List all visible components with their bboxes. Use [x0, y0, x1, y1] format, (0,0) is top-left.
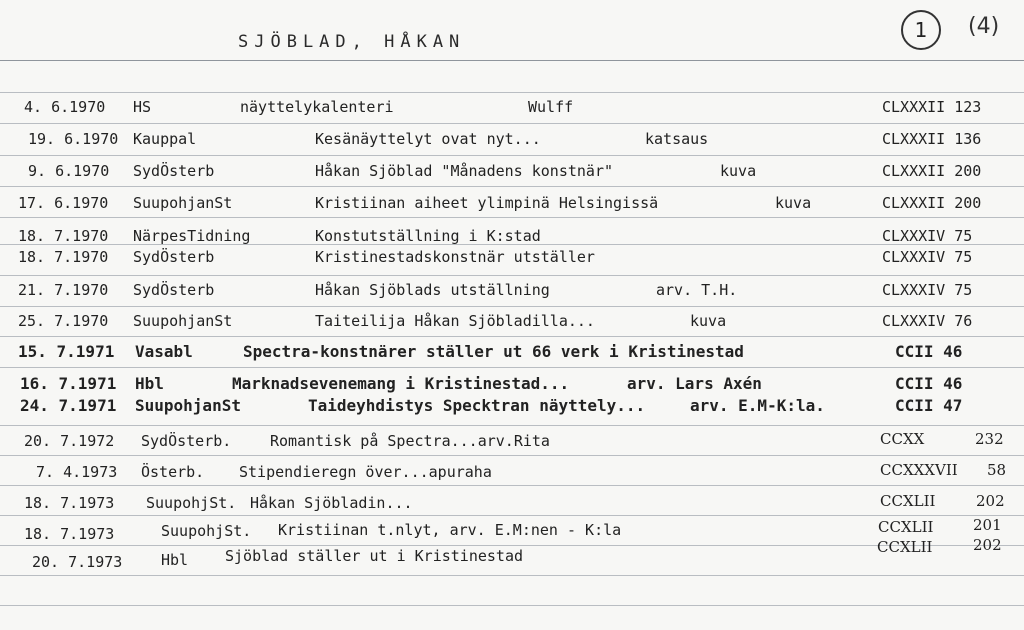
entry-ref: CLXXXIV 75	[882, 281, 973, 299]
entry-ref: CCII 46	[895, 342, 963, 361]
entry-ref: CCII 46	[895, 374, 963, 393]
entry-title: Taiteilija Håkan Sjöbladilla...	[315, 312, 595, 330]
entry-ref: CLXXXIV 75	[882, 227, 973, 245]
entry-ref: CCXX	[880, 430, 925, 448]
rule-line	[0, 425, 1024, 426]
entry-page: 232	[975, 430, 1004, 448]
entry-source: Kauppal	[133, 130, 197, 148]
entry-source: Österb.	[141, 463, 205, 481]
entry-date: 20. 7.1973	[32, 553, 123, 571]
entry-title: Håkan Sjöblad "Månadens konstnär"	[315, 162, 614, 180]
entry-date: 20. 7.1972	[24, 432, 115, 450]
entry-note: Wulff	[528, 98, 574, 116]
card-total: (4)	[968, 14, 1000, 39]
rule-line	[0, 545, 1024, 546]
rule-line	[0, 186, 1024, 187]
entry-source: SydÖsterb	[133, 248, 215, 266]
entry-page: 201	[973, 516, 1002, 534]
rule-line	[0, 336, 1024, 337]
entry-title: Spectra-konstnärer ställer ut 66 verk i Kristinestad	[243, 342, 744, 361]
entry-title: Håkan Sjöbladin...	[250, 494, 413, 512]
entry-note: arv. T.H.	[656, 281, 738, 299]
entry-title: Taideyhdistys Specktran näyttely...	[308, 396, 646, 415]
rule-line	[0, 155, 1024, 156]
entry-date: 24. 7.1971	[20, 396, 117, 415]
entry-source: SuupohjanSt	[135, 396, 241, 415]
card-number-circled: 1	[901, 10, 941, 50]
entry-note: arv. Lars Axén	[627, 374, 762, 393]
entry-ref: CLXXXII 123	[882, 98, 982, 116]
entry-title: Kesänäyttelyt ovat nyt...	[315, 130, 541, 148]
entry-date: 7. 4.1973	[36, 463, 118, 481]
entry-note: kuva	[690, 312, 727, 330]
entry-note: kuva	[775, 194, 812, 212]
entry-source: Hbl	[135, 374, 164, 393]
rule-line	[0, 575, 1024, 576]
rule-line	[0, 123, 1024, 124]
entry-ref: CCXLII	[878, 518, 934, 536]
entry-source: Vasabl	[135, 342, 193, 361]
entry-ref: CLXXXII 136	[882, 130, 982, 148]
entry-date: 25. 7.1970	[18, 312, 109, 330]
entry-title: Håkan Sjöblads utställning	[315, 281, 550, 299]
entry-title: Kristiinan aiheet ylimpinä Helsingissä	[315, 194, 659, 212]
rule-line	[0, 306, 1024, 307]
rule-line	[0, 515, 1024, 516]
entry-date: 16. 7.1971	[20, 374, 117, 393]
entry-ref: CCXLII	[877, 538, 933, 556]
entry-source: SuupohjSt.	[161, 522, 252, 540]
entry-date: 19. 6.1970	[28, 130, 119, 148]
entry-title: Sjöblad ställer ut i Kristinestad	[225, 547, 524, 565]
entry-ref: CLXXXIV 76	[882, 312, 973, 330]
entry-page: 202	[976, 492, 1005, 510]
rule-line	[0, 92, 1024, 93]
rule-line	[0, 455, 1024, 456]
entry-source: SydÖsterb	[133, 162, 215, 180]
entry-date: 18. 7.1973	[24, 494, 115, 512]
entry-title: Konstutställning i K:stad	[315, 227, 541, 245]
entry-source: HS	[133, 98, 152, 116]
entry-note: katsaus	[645, 130, 709, 148]
entry-ref: CLXXXII 200	[882, 162, 982, 180]
entry-source: SuupohjanSt	[133, 194, 233, 212]
entry-ref: CCXLII	[880, 492, 936, 510]
entry-date: 15. 7.1971	[18, 342, 115, 361]
entry-source: SuupohjanSt	[133, 312, 233, 330]
entry-note: arv. E.M-K:la.	[690, 396, 825, 415]
entry-date: 17. 6.1970	[18, 194, 109, 212]
entry-date: 18. 7.1970	[18, 227, 109, 245]
entry-ref: CCXXXVII	[880, 461, 958, 479]
entry-title: Marknadsevenemang i Kristinestad...	[232, 374, 570, 393]
entry-title: Stipendieregn över...apuraha	[239, 463, 492, 481]
entry-ref: CCII 47	[895, 396, 963, 415]
rule-line	[0, 275, 1024, 276]
entry-date: 18. 7.1970	[18, 248, 109, 266]
rule-line	[0, 605, 1024, 606]
entry-ref: CLXXXII 200	[882, 194, 982, 212]
entry-date: 21. 7.1970	[18, 281, 109, 299]
entry-ref: CLXXXIV 75	[882, 248, 973, 266]
entry-source: Hbl	[161, 551, 189, 569]
entry-date: 9. 6.1970	[28, 162, 110, 180]
rule-line	[0, 60, 1024, 61]
entry-source: SuupohjSt.	[146, 494, 237, 512]
entry-title: Kristiinan t.nlyt, arv. E.M:nen - K:la	[278, 521, 622, 539]
entry-date: 18. 7.1973	[24, 525, 115, 543]
entry-title: Romantisk på Spectra...arv.Rita	[270, 432, 550, 450]
entry-source: SydÖsterb	[133, 281, 215, 299]
entry-title: näyttelykalenteri	[240, 98, 394, 116]
rule-line	[0, 217, 1024, 218]
rule-line	[0, 485, 1024, 486]
entry-date: 4. 6.1970	[24, 98, 106, 116]
entry-page: 202	[973, 536, 1002, 554]
entry-title: Kristinestadskonstnär utställer	[315, 248, 595, 266]
entry-source: SydÖsterb.	[141, 432, 232, 450]
entry-note: kuva	[720, 162, 757, 180]
card-header-name: SJÖBLAD, HÅKAN	[238, 32, 466, 52]
entry-source: NärpesTidning	[133, 227, 251, 245]
rule-line	[0, 367, 1024, 368]
entry-page: 58	[987, 461, 1007, 479]
